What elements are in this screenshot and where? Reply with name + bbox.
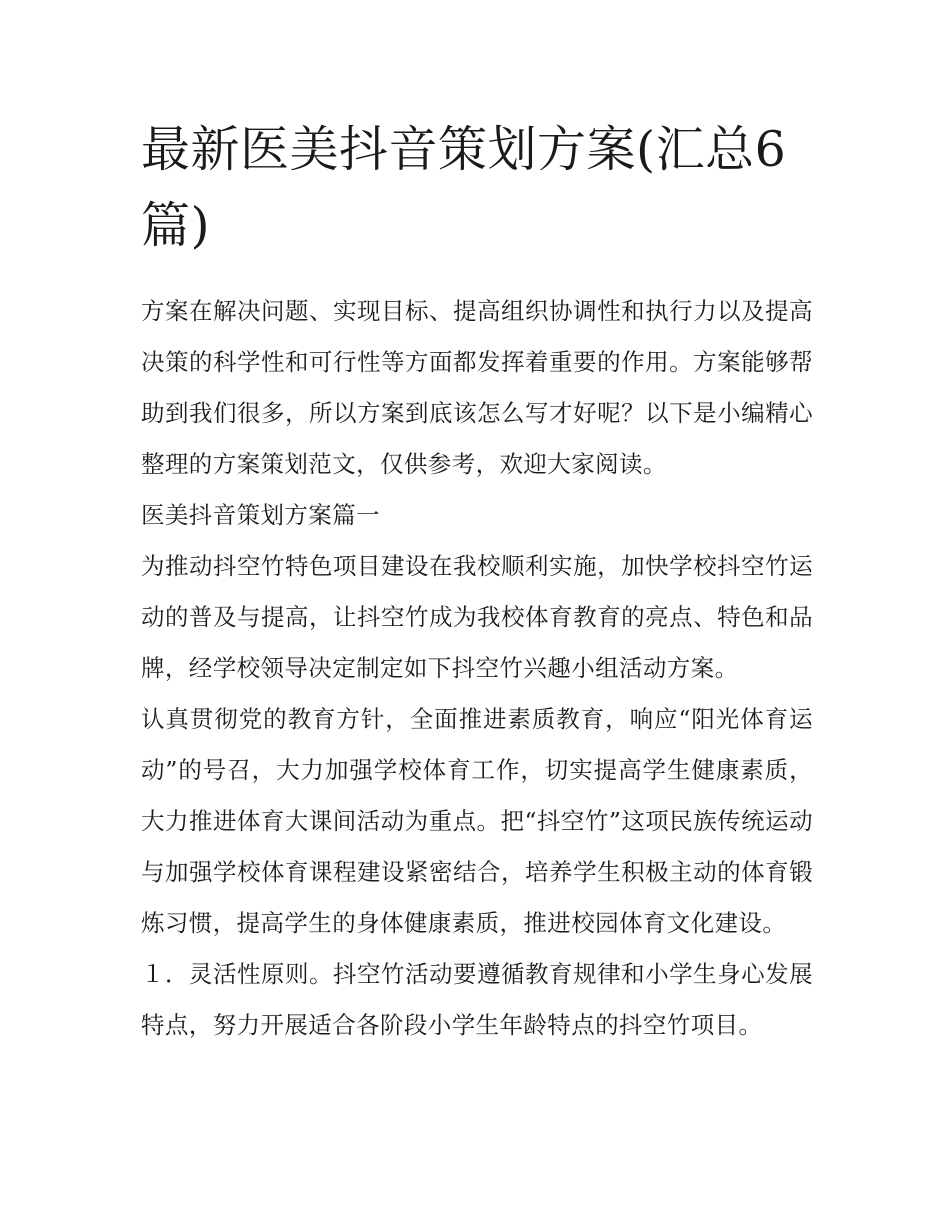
intro-paragraph: 方案在解决问题、实现目标、提高组织协调性和执行力以及提高决策的科学性和可行性等方面都发挥着重要的作用。方案能够帮助到我们很多，所以方案到底该怎么写才好呢？以下是小编精心整理的方案策划范文，仅供参考，欢迎大家阅读。 [141,297,813,478]
document-page [141,112,813,1051]
document-title: 最新医美抖音策划方案(汇总6篇) [141,121,787,254]
principle-paragraph: １．灵活性原则。抖空竹活动要遵循教育规律和小学生身心发展特点，努力开展适合各阶段小学生年龄特点的抖空竹项目。 [141,960,813,1039]
body-paragraph: 认真贯彻党的教育方针，全面推进素质教育，响应“阳光体育运动”的号召，大力加强学校体育工作，切实提高学生健康素质，大力推进体育大课间活动为重点。把“抖空竹”这项民族传统运动与加强学校体育课程建设紧密结合，培养学生积极主动的体育锻炼习惯，提高学生的身体健康素质，推进校园体育文化建设。 [141,705,813,937]
body-paragraph: 为推动抖空竹特色项目建设在我校顺利实施，加快学校抖空竹运动的普及与提高，让抖空竹成为我校体育教育的亮点、特色和品牌，经学校领导决定制定如下抖空竹兴趣小组活动方案。 [141,552,813,682]
section-heading: 医美抖音策划方案篇一 [141,501,380,529]
